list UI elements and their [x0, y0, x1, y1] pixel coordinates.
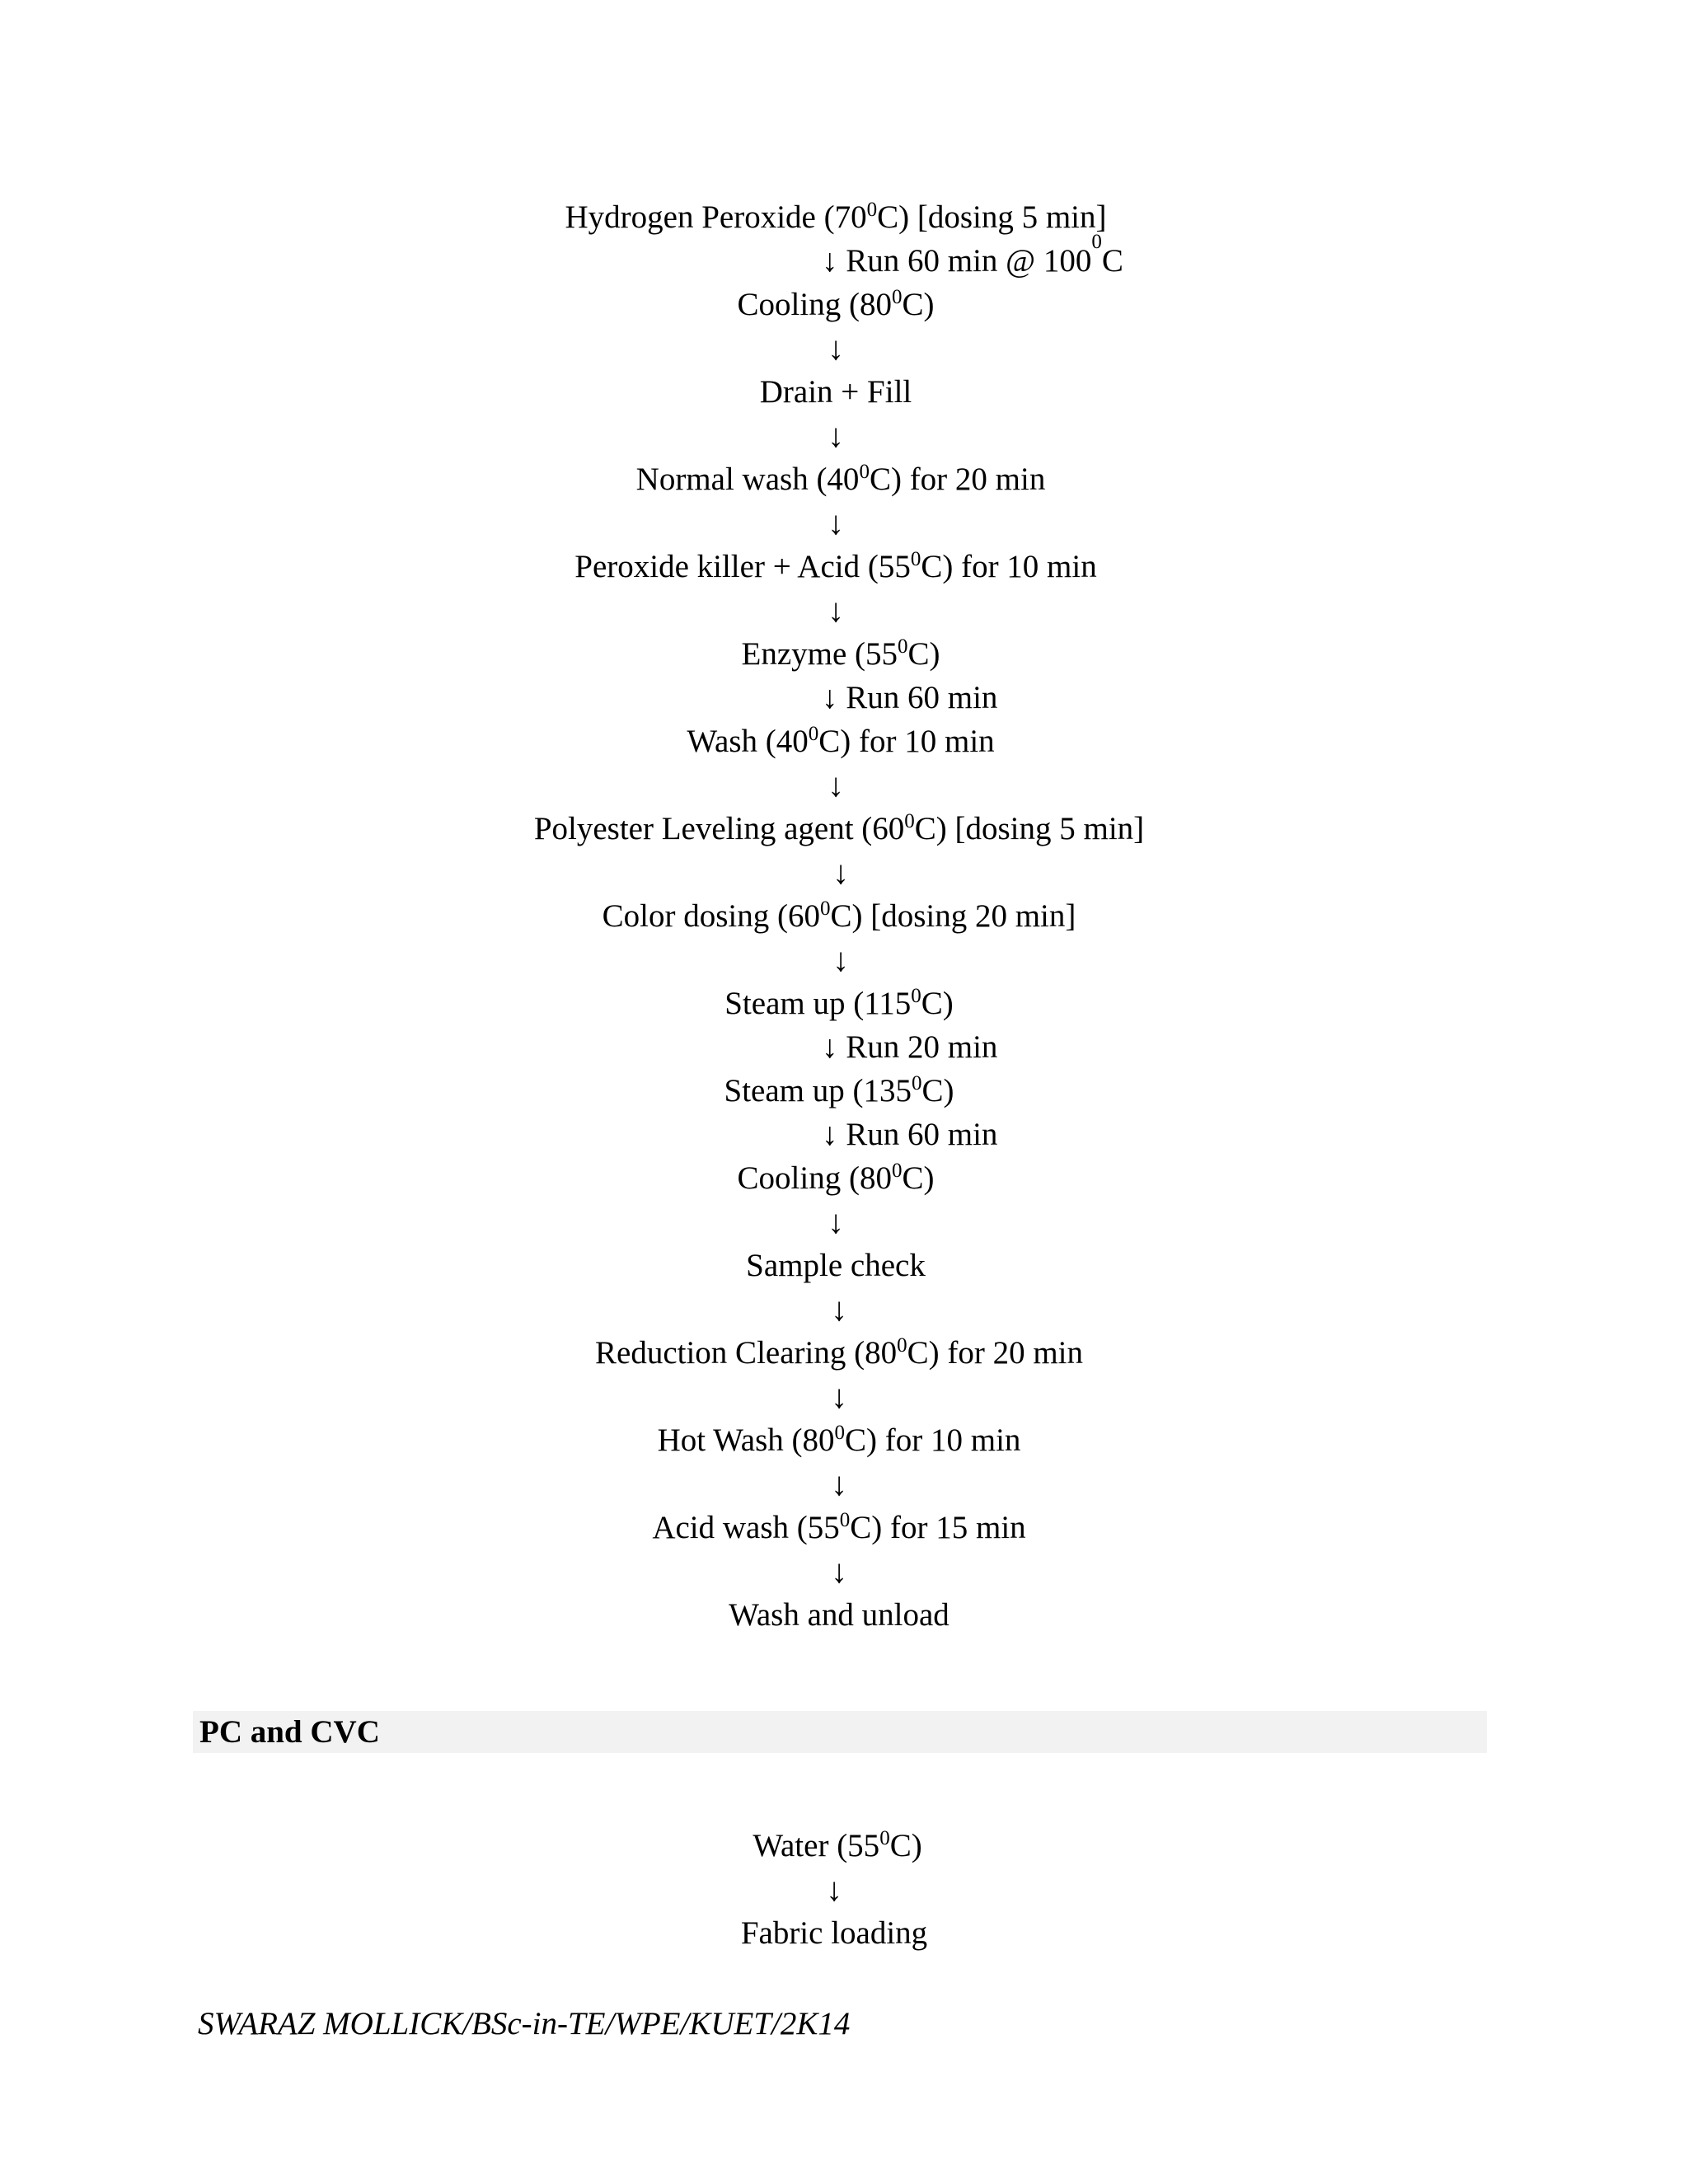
step-text: Color dosing (60 [602, 898, 820, 934]
step-text: C) [889, 1828, 922, 1863]
section-heading [193, 1711, 1487, 1753]
step-text: C) [dosing 5 min] [877, 199, 1107, 235]
step-sample-check [746, 1249, 926, 1282]
step-text: C) for 10 min [921, 549, 1097, 584]
step-water [753, 1827, 922, 1863]
run-text: Run 60 min [846, 1117, 998, 1152]
step-text: Acid wash (55 [652, 1510, 840, 1545]
down-arrow-icon: ↓ [828, 504, 844, 541]
step-text: C) for 10 min [845, 1422, 1021, 1458]
run-note [822, 1031, 997, 1063]
down-arrow-icon: ↓ [828, 330, 844, 367]
down-arrow-icon: ↓ [822, 243, 838, 279]
down-arrow-icon: ↓ [828, 1203, 844, 1240]
step-hot-wash [658, 1424, 1021, 1456]
step-text: C) [921, 1073, 954, 1108]
degree-mark: 0 [904, 810, 915, 832]
step-fabric-loading [741, 1917, 927, 1949]
degree-mark: 0 [911, 1072, 922, 1094]
step-text: C) [902, 1160, 935, 1196]
step-peroxide-killer [574, 548, 1097, 584]
step-text: C) for 15 min [850, 1510, 1026, 1545]
degree-mark: 0 [911, 985, 921, 1007]
step-text: Cooling (80 [737, 1160, 892, 1196]
step-text: Wash and unload [729, 1597, 950, 1633]
step-text: Cooling (80 [737, 287, 892, 322]
degree-mark: 0 [897, 1334, 907, 1357]
step-enzyme [741, 635, 940, 672]
run-text: Run 60 min [846, 680, 998, 715]
degree-mark: 0 [866, 199, 878, 221]
step-wash-unload [729, 1599, 950, 1631]
step-polyester-leveling [533, 810, 1145, 846]
degree-mark: 0 [819, 898, 831, 920]
step-text: C) [907, 636, 940, 672]
step-text: C) for 20 min [907, 1335, 1083, 1371]
step-cooling [738, 288, 935, 321]
step-text: Steam up (115 [724, 986, 912, 1021]
down-arrow-icon: ↓ [831, 1378, 847, 1415]
degree-mark: 0 [859, 461, 870, 483]
step-text: C) for 20 min [869, 462, 1046, 497]
step-text: C) [921, 986, 954, 1021]
step-cooling-2 [738, 1162, 935, 1194]
page-footer: SWARAZ MOLLICK/BSc-in-TE/WPE/KUET/2K14 [198, 2006, 851, 2041]
down-arrow-icon: ↓ [832, 941, 849, 978]
down-arrow-icon: ↓ [826, 1871, 842, 1908]
step-text: C) [dosing 20 min] [830, 898, 1076, 934]
step-text: Polyester Leveling agent (60 [533, 811, 905, 846]
step-color-dosing [603, 900, 1076, 932]
run-note [822, 1118, 997, 1151]
step-text: Enzyme (55 [741, 636, 898, 672]
degree-mark: 0 [834, 1422, 846, 1444]
step-acid-wash [652, 1511, 1025, 1544]
run-note [822, 231, 1123, 279]
run-text: C [1101, 243, 1123, 279]
step-text: C) for 10 min [818, 724, 995, 759]
degree-mark: 0 [839, 1509, 851, 1531]
down-arrow-icon: ↓ [828, 417, 844, 454]
step-text: Wash (40 [687, 724, 809, 759]
step-text: Drain + Fill [759, 374, 912, 410]
step-text: Peroxide killer + Acid (55 [574, 549, 911, 584]
run-text: Run 20 min [846, 1029, 998, 1065]
down-arrow-icon: ↓ [831, 1291, 847, 1328]
step-text: Sample check [746, 1248, 926, 1283]
step-text: C) [902, 287, 935, 322]
down-arrow-icon: ↓ [831, 1553, 847, 1590]
step-text: Normal wash (40 [635, 462, 860, 497]
down-arrow-icon: ↓ [828, 766, 844, 804]
run-text: Run 60 min @ 100 [846, 243, 1092, 279]
down-arrow-icon: ↓ [831, 1465, 847, 1502]
step-text: Hot Wash (80 [657, 1422, 835, 1458]
step-hydrogen-peroxide [565, 201, 1106, 233]
degree-mark: 0 [808, 723, 819, 745]
degree-mark: 0 [910, 548, 921, 570]
step-text: Water (55 [753, 1828, 880, 1863]
step-wash [687, 725, 994, 757]
step-text: Steam up (135 [724, 1073, 912, 1108]
down-arrow-icon: ↓ [822, 1117, 838, 1152]
degree-mark: 0 [1091, 231, 1102, 253]
step-drain-fill [760, 376, 912, 408]
step-steam-up-135 [724, 1072, 954, 1108]
down-arrow-icon: ↓ [822, 1029, 838, 1065]
down-arrow-icon: ↓ [828, 592, 844, 629]
step-text: Fabric loading [740, 1915, 928, 1951]
degree-mark: 0 [898, 635, 908, 658]
degree-mark: 0 [879, 1827, 890, 1849]
step-text: C) [dosing 5 min] [914, 811, 1145, 846]
down-arrow-icon: ↓ [832, 854, 849, 891]
down-arrow-icon: ↓ [822, 680, 838, 715]
step-steam-up-115 [724, 987, 954, 1019]
step-reduction-clearing [595, 1334, 1083, 1371]
degree-mark: 0 [891, 1160, 903, 1182]
section-heading-text: PC and CVC [199, 1714, 380, 1750]
run-note [822, 682, 997, 714]
degree-mark: 0 [891, 286, 903, 308]
step-normal-wash [636, 463, 1046, 495]
step-text: Hydrogen Peroxide (70 [565, 199, 867, 235]
step-text: Reduction Clearing (80 [595, 1335, 898, 1371]
